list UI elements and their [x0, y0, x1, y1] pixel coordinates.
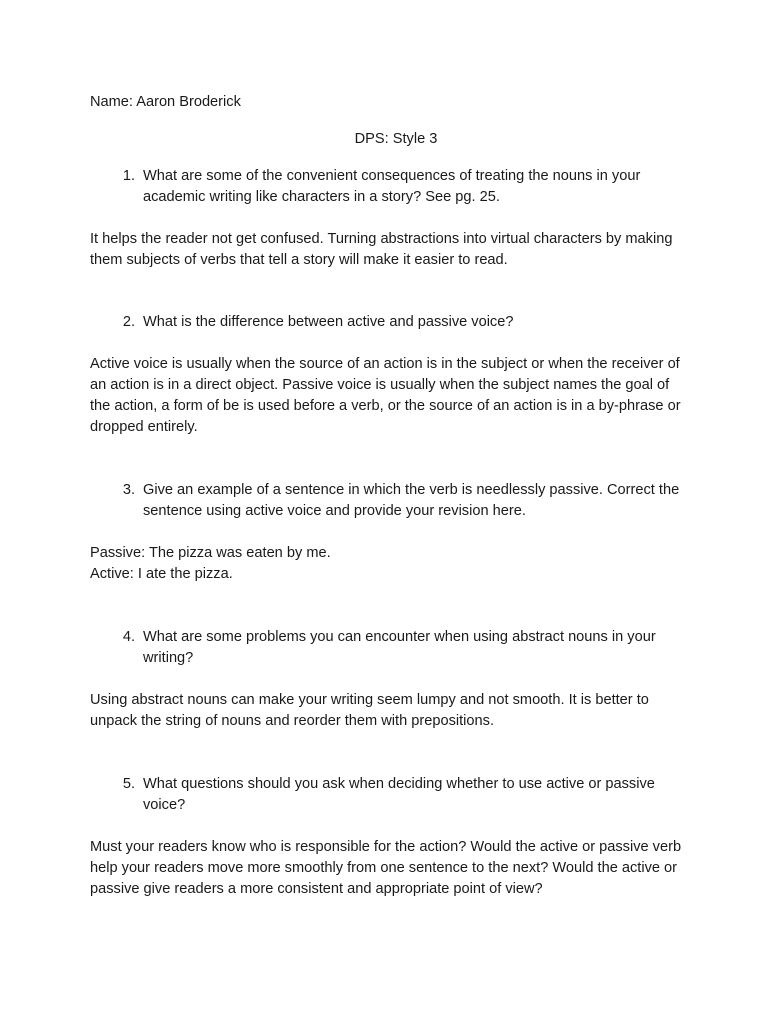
question-5	[90, 774, 690, 816]
question-number: 3.	[122, 482, 135, 498]
question-text: What are some problems you can encounter when using abstract nouns in your writing?	[143, 629, 656, 666]
answer-3-active: Active: I ate the pizza.	[90, 566, 233, 582]
answer-4: Using abstract nouns can make your writing seem lumpy and not smooth. It is better to unpack the string of nouns and reorder them with prepositions.	[90, 692, 649, 729]
question-number: 1.	[122, 168, 135, 184]
spacer	[90, 732, 690, 774]
spacer	[90, 438, 690, 480]
question-number: 2.	[122, 314, 135, 330]
question-number: 5.	[122, 776, 135, 792]
question-1	[90, 166, 690, 208]
question-text: Give an example of a sentence in which the verb is needlessly passive. Correct the sentence using active voice and provide your revision here.	[143, 482, 680, 519]
answer-3-passive: Passive: The pizza was eaten by me.	[90, 545, 331, 561]
question-text: What questions should you ask when deciding whether to use active or passive voice?	[143, 776, 655, 813]
answer-5: Must your readers know who is responsible for the action? Would the active or passive verb help your readers move more smoothly from one sentence to the next? Would the active or passive give readers a more consistent and appropriate point of view?	[90, 839, 682, 897]
spacer	[90, 585, 690, 627]
document-title: DPS: Style 3	[354, 131, 438, 147]
spacer	[90, 271, 690, 312]
answer-2: Active voice is usually when the source of an action is in the subject or when the receiver of an action is in a direct object. Passive voice is usually when the subject names the goal of the action, a form of be is used before a verb, or the source of an action is in a by-phrase or dropped entirely.	[90, 356, 681, 435]
question-3	[90, 480, 690, 522]
question-text: What is the difference between active and passive voice?	[143, 314, 514, 330]
question-2	[90, 312, 690, 333]
question-text: What are some of the convenient consequences of treating the nouns in your academic writing like characters in a story? See pg. 25.	[143, 168, 641, 205]
question-number: 4.	[122, 629, 135, 645]
document-page	[90, 92, 690, 900]
question-4	[90, 627, 690, 669]
student-name: Name: Aaron Broderick	[90, 94, 241, 110]
answer-1: It helps the reader not get confused. Turning abstractions into virtual characters by making them subjects of verbs that tell a story will make it easier to read.	[90, 231, 673, 268]
